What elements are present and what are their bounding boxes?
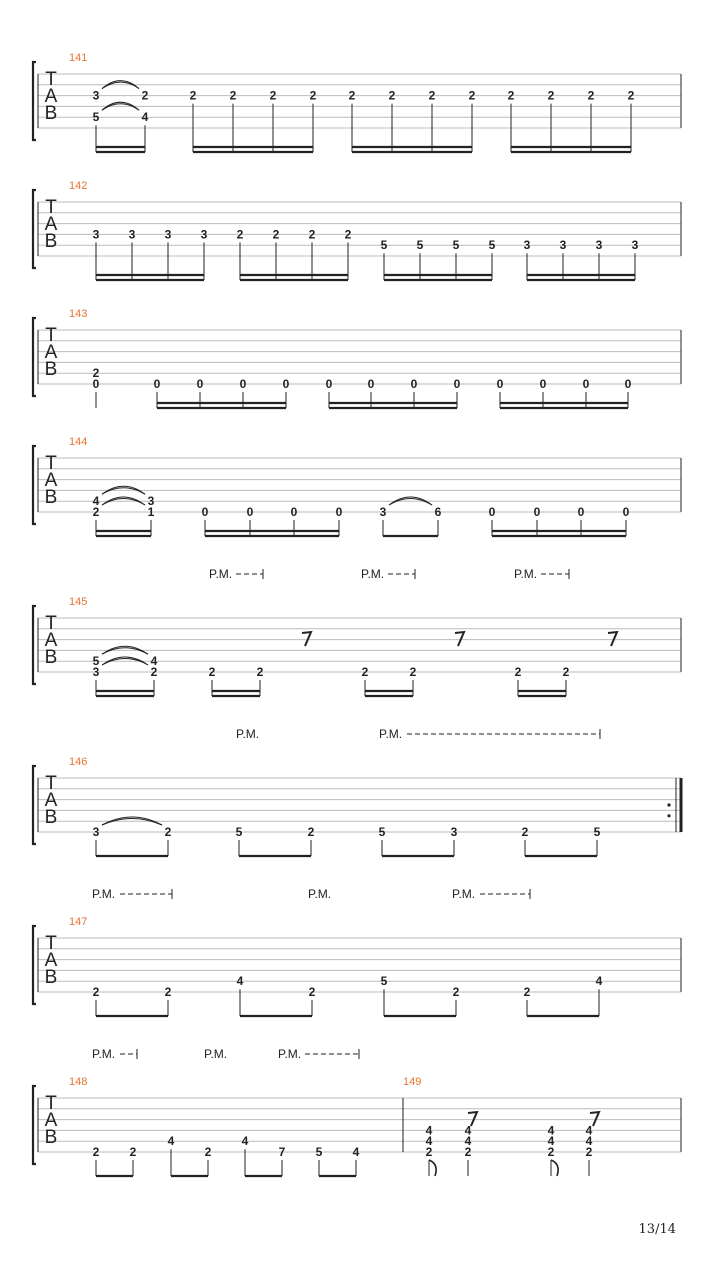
fret-number: 4: [241, 1134, 249, 1149]
tab-clef-letter: B: [44, 647, 58, 668]
fret-number: 2: [189, 88, 197, 103]
fret-number: 2: [269, 88, 277, 103]
tab-clef-letter: B: [44, 231, 58, 252]
repeat-dot: [667, 814, 670, 817]
fret-number: 4: [595, 974, 603, 989]
fret-number: 0: [453, 377, 461, 391]
fret-number: 2: [348, 88, 356, 103]
fret-number: 4: [141, 110, 149, 125]
system-bracket: [33, 1086, 36, 1164]
fret-number: 2: [229, 88, 237, 103]
fret-number: 4: [585, 1123, 593, 1138]
tab-clef-letter: T: [45, 933, 57, 954]
tab-clef-letter: T: [45, 197, 57, 218]
fret-number: 2: [309, 88, 317, 103]
tab-clef-letter: A: [44, 790, 58, 811]
fret-number: 0: [290, 505, 298, 519]
fret-number: 0: [533, 505, 541, 519]
fret-number: 2: [92, 1145, 100, 1159]
tab-clef-letter: B: [44, 807, 58, 828]
tab-clef-letter: A: [44, 470, 58, 491]
fret-number: 1: [147, 505, 155, 519]
fret-number: 0: [196, 377, 204, 391]
fret-number: 2: [272, 227, 280, 242]
palm-mute-label: P.M.: [278, 1047, 302, 1061]
fret-number: 0: [325, 377, 333, 391]
fret-number: 0: [410, 377, 418, 391]
fret-number: 2: [164, 985, 172, 999]
fret-number: 2: [388, 88, 396, 103]
measure-number: 142: [69, 180, 88, 192]
fret-number: 4: [92, 494, 100, 509]
fret-number: 3: [92, 825, 100, 839]
system-bracket: [33, 926, 36, 1004]
tab-clef-letter: T: [45, 69, 57, 90]
fret-number: 2: [204, 1145, 212, 1159]
eighth-rest: [608, 632, 617, 646]
tab-clef-letter: A: [44, 950, 58, 971]
fret-number: 4: [547, 1134, 555, 1149]
fret-number: 2: [547, 88, 555, 103]
fret-number: 0: [92, 377, 100, 391]
fret-number: 3: [128, 227, 136, 242]
measure-number: 146: [69, 756, 88, 768]
palm-mute-label: P.M.: [92, 1047, 116, 1061]
slur: [102, 488, 145, 495]
fret-number: 5: [452, 238, 460, 253]
tab-clef-letter: B: [44, 103, 58, 124]
measure-number: 145: [69, 596, 88, 608]
fret-number: 5: [92, 654, 100, 669]
fret-number: 2: [308, 985, 316, 999]
fret-number: 3: [92, 227, 100, 242]
tab-clef-letter: A: [44, 630, 58, 651]
repeat-dot: [667, 803, 670, 806]
palm-mute-label: P.M.: [361, 567, 385, 581]
tab-clef-letter: T: [45, 453, 57, 474]
palm-mute-label: P.M.: [204, 1047, 228, 1061]
tab-clef-letter: B: [44, 1127, 58, 1148]
fret-number: 0: [239, 377, 247, 391]
palm-mute-label: P.M.: [92, 887, 116, 901]
fret-number: 2: [409, 665, 417, 679]
fret-number: 0: [335, 505, 343, 519]
fret-number: 0: [496, 377, 504, 391]
note-flag: [551, 1160, 558, 1176]
tab-clef-letter: A: [44, 1110, 58, 1131]
system-bracket: [33, 606, 36, 684]
fret-number: 0: [367, 377, 375, 391]
fret-number: 0: [622, 505, 630, 519]
slur: [102, 499, 145, 506]
fret-number: 5: [416, 238, 424, 253]
fret-number: 5: [380, 238, 388, 253]
fret-number: 2: [585, 1145, 593, 1159]
tab-clef-letter: B: [44, 359, 58, 380]
palm-mute-label: P.M.: [379, 727, 403, 741]
fret-number: 0: [201, 505, 209, 519]
tab-system: [33, 318, 681, 408]
tab-clef-letter: A: [44, 214, 58, 235]
fret-number: 2: [361, 665, 369, 679]
fret-number: 2: [464, 1145, 472, 1159]
measure-number: 144: [69, 436, 88, 448]
fret-number: 2: [507, 88, 515, 103]
tab-system: [33, 62, 681, 152]
fret-number: 2: [521, 825, 529, 839]
tab-clef-letter: T: [45, 1093, 57, 1114]
system-bracket: [33, 446, 36, 524]
fret-number: 2: [308, 227, 316, 242]
fret-number: 0: [153, 377, 161, 391]
eighth-rest: [455, 632, 464, 646]
fret-number: 5: [488, 238, 496, 253]
fret-number: 0: [246, 505, 254, 519]
fret-number: 4: [585, 1134, 593, 1149]
note-flag: [429, 1160, 436, 1176]
fret-number: 2: [514, 665, 522, 679]
system-bracket: [33, 62, 36, 140]
tab-clef-letter: A: [44, 342, 58, 363]
palm-mute-label: P.M.: [236, 727, 260, 741]
fret-number: 2: [523, 985, 531, 999]
fret-number: 5: [378, 825, 386, 839]
fret-number: 2: [428, 88, 436, 103]
tab-clef-letter: B: [44, 487, 58, 508]
measure-number: 148: [69, 1076, 88, 1088]
fret-number: 0: [577, 505, 585, 519]
fret-number: 4: [150, 654, 158, 669]
slur: [102, 659, 148, 666]
fret-number: 2: [425, 1145, 433, 1159]
system-bracket: [33, 318, 36, 396]
fret-number: 0: [282, 377, 290, 391]
fret-number: 2: [562, 665, 570, 679]
fret-number: 3: [559, 238, 567, 253]
fret-number: 0: [624, 377, 632, 391]
fret-number: 2: [627, 88, 635, 103]
palm-mute-label: P.M.: [308, 887, 332, 901]
tab-clef-letter: T: [45, 613, 57, 634]
palm-mute-label: P.M.: [514, 567, 538, 581]
fret-number: 3: [147, 494, 155, 509]
tab-system: [33, 446, 681, 536]
fret-number: 3: [92, 665, 100, 679]
fret-number: 2: [150, 665, 158, 679]
slur: [389, 499, 432, 506]
fret-number: 2: [452, 985, 460, 999]
fret-number: 3: [523, 238, 531, 253]
fret-number: 3: [164, 227, 172, 242]
fret-number: 7: [278, 1145, 286, 1159]
tab-clef-letter: T: [45, 773, 57, 794]
fret-number: 5: [315, 1145, 323, 1159]
fret-number: 2: [164, 825, 172, 839]
measure-number: 149: [403, 1076, 422, 1088]
page-counter: 13/14: [638, 1222, 676, 1237]
tab-system: [33, 569, 681, 696]
fret-number: 0: [488, 505, 496, 519]
fret-number: 6: [434, 505, 442, 519]
fret-number: 4: [547, 1123, 555, 1138]
fret-number: 4: [464, 1134, 472, 1149]
measure-number: 147: [69, 916, 88, 928]
fret-number: 2: [256, 665, 264, 679]
fret-number: 0: [539, 377, 547, 391]
fret-number: 3: [450, 825, 458, 839]
slur: [102, 82, 139, 89]
measure-number: 143: [69, 308, 88, 320]
fret-number: 2: [344, 227, 352, 242]
fret-number: 2: [307, 825, 315, 839]
fret-number: 5: [593, 825, 601, 839]
tab-system: [33, 729, 681, 856]
slur: [102, 819, 162, 826]
slur: [102, 104, 139, 111]
fret-number: 2: [92, 366, 100, 381]
fret-number: 2: [92, 985, 100, 999]
tab-system: [33, 889, 681, 1016]
fret-number: 3: [595, 238, 603, 253]
fret-number: 4: [167, 1134, 175, 1149]
fret-number: 3: [92, 88, 100, 103]
palm-mute-label: P.M.: [209, 567, 233, 581]
fret-number: 2: [236, 227, 244, 242]
fret-number: 3: [200, 227, 208, 242]
fret-number: 2: [547, 1145, 555, 1159]
fret-number: 4: [464, 1123, 472, 1138]
fret-number: 3: [379, 505, 387, 519]
fret-number: 2: [208, 665, 216, 679]
fret-number: 5: [380, 974, 388, 989]
fret-number: 4: [425, 1134, 433, 1149]
fret-number: 0: [582, 377, 590, 391]
fret-number: 5: [92, 110, 100, 125]
fret-number: 5: [235, 825, 243, 839]
fret-number: 2: [129, 1145, 137, 1159]
fret-number: 2: [92, 505, 100, 519]
eighth-rest: [302, 632, 311, 646]
measure-number: 141: [69, 52, 88, 64]
tab-clef-letter: B: [44, 967, 58, 988]
fret-number: 2: [587, 88, 595, 103]
system-bracket: [33, 766, 36, 844]
slur: [102, 648, 148, 655]
fret-number: 2: [141, 88, 149, 103]
fret-number: 4: [352, 1145, 360, 1159]
palm-mute-label: P.M.: [452, 887, 476, 901]
fret-number: 2: [468, 88, 476, 103]
tab-clef-letter: A: [44, 86, 58, 107]
fret-number: 3: [631, 238, 639, 253]
fret-number: 4: [236, 974, 244, 989]
system-bracket: [33, 190, 36, 268]
tab-clef-letter: T: [45, 325, 57, 346]
fret-number: 4: [425, 1123, 433, 1138]
